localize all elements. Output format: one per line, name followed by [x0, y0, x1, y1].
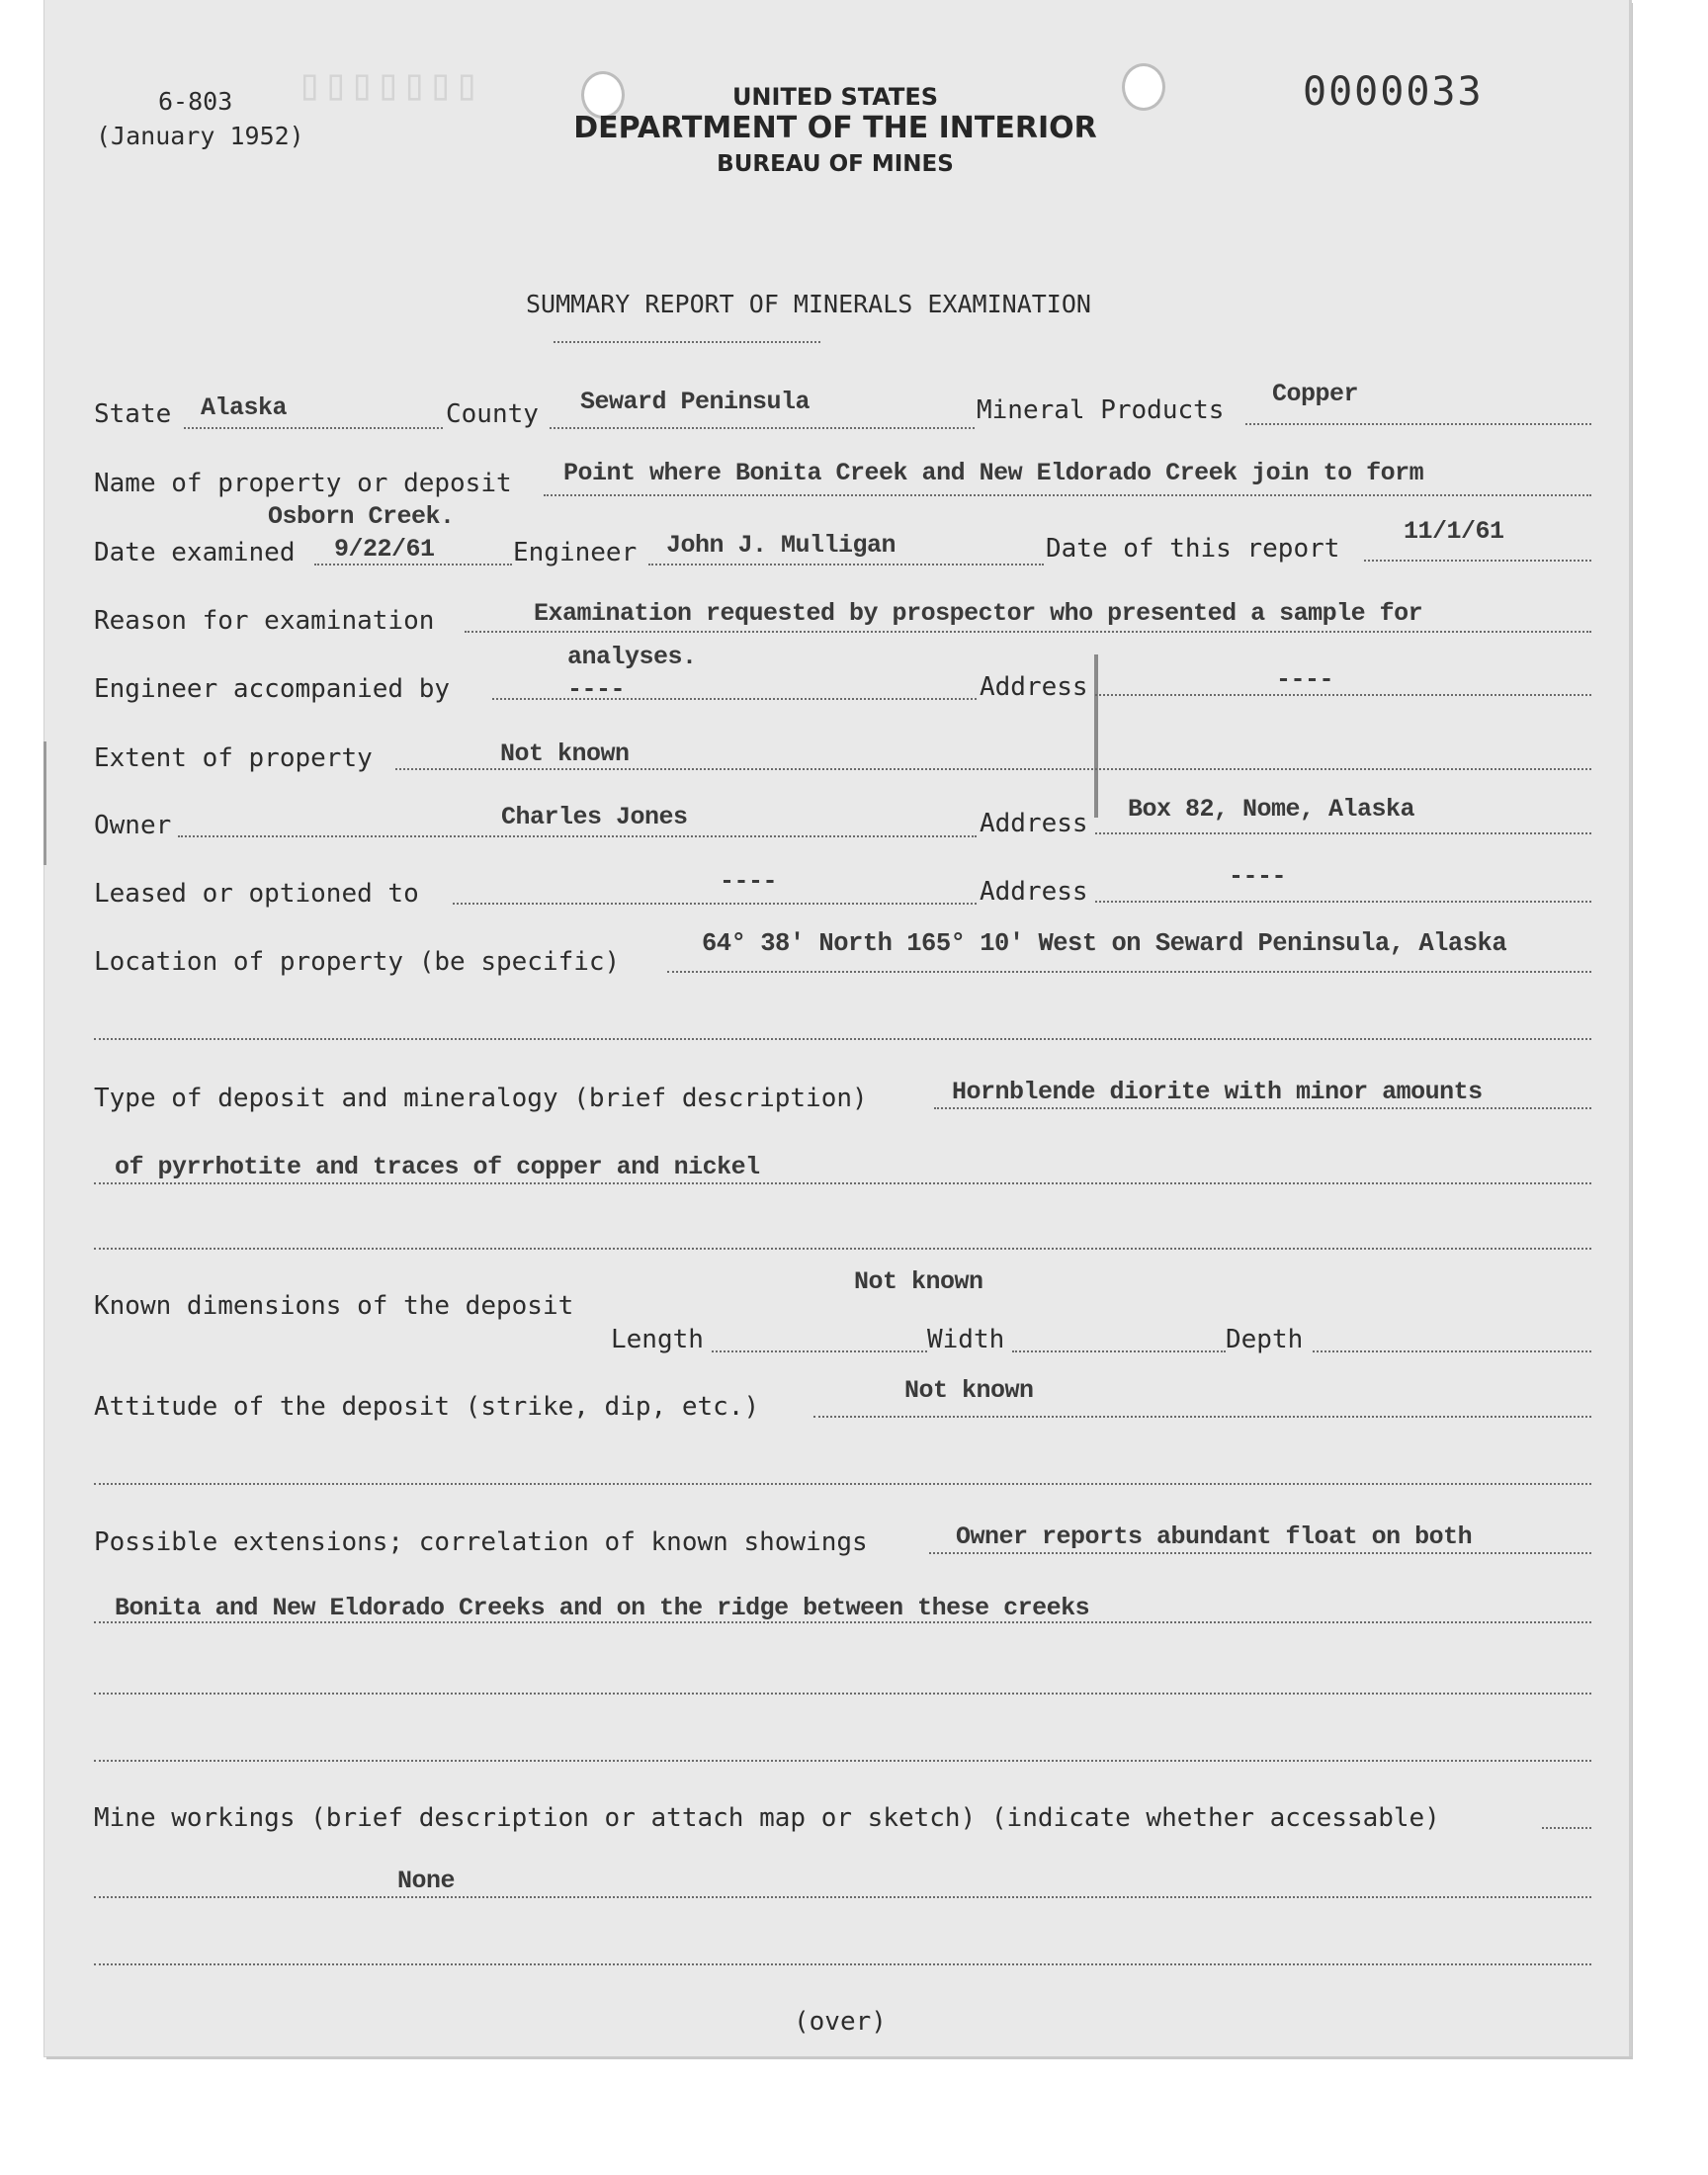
agency-line-3: BUREAU OF MINES [717, 151, 954, 177]
punch-hole-right [1122, 63, 1165, 111]
county-value: Seward Peninsula [580, 388, 811, 416]
length-line [712, 1350, 927, 1352]
label-date-of-report: Date of this report [1046, 534, 1340, 564]
attitude-line [813, 1416, 1591, 1418]
attitude-value: Not known [904, 1376, 1034, 1405]
location-line [667, 971, 1591, 973]
state-value: Alaska [201, 393, 288, 422]
extensions-line-4 [94, 1760, 1591, 1762]
mine-workings-line-0 [1542, 1827, 1591, 1829]
owner-value: Charles Jones [501, 803, 688, 831]
leased-address-line [1095, 901, 1591, 903]
label-engineer: Engineer [513, 538, 638, 567]
typewriter-bar-mark [1094, 654, 1098, 818]
county-line [550, 427, 975, 429]
label-county: County [446, 399, 539, 429]
mine-workings-value: None [397, 1867, 456, 1895]
label-mineral-products: Mineral Products [977, 395, 1225, 425]
name-of-property-line [544, 494, 1591, 496]
page-title: SUMMARY REPORT OF MINERALS EXAMINATION [526, 290, 1091, 318]
extensions-line-1 [929, 1552, 1591, 1554]
reason-value-2: analyses. [567, 643, 697, 671]
label-reason: Reason for examination [94, 606, 435, 636]
extensions-value-2: Bonita and New Eldorado Creeks and on the ridge between these creeks [115, 1594, 1090, 1622]
accompanied-address-value: ---- [1276, 665, 1334, 694]
leased-address-value: ---- [1229, 862, 1287, 891]
location-line-2 [94, 1038, 1591, 1040]
type-line-2 [94, 1182, 1591, 1184]
width-line [1012, 1350, 1226, 1352]
extent-line [395, 768, 1591, 770]
form-number: 6-803 [158, 87, 233, 116]
leased-line [453, 903, 977, 905]
leased-value: ---- [720, 867, 778, 896]
mineral-products-line [1245, 423, 1591, 425]
form-date: (January 1952) [96, 122, 304, 150]
owner-address-value: Box 82, Nome, Alaska [1128, 795, 1415, 824]
owner-line [178, 835, 977, 837]
document-number: 0000033 [1303, 69, 1484, 115]
name-of-property-value-1: Point where Bonita Creek and New Eldorado Creek join to form [563, 459, 1424, 487]
date-examined-value: 9/22/61 [334, 535, 435, 564]
title-underline [554, 341, 820, 343]
depth-line [1313, 1350, 1591, 1352]
state-line [184, 427, 443, 429]
label-length: Length [611, 1325, 704, 1354]
mineral-products-value: Copper [1272, 380, 1359, 408]
attitude-line-2 [94, 1483, 1591, 1485]
reason-line [465, 631, 1591, 633]
label-name-of-property: Name of property or deposit [94, 469, 512, 498]
owner-address-line [1095, 832, 1591, 834]
extensions-value-1: Owner reports abundant float on both [956, 1522, 1473, 1551]
label-location: Location of property (be specific) [94, 947, 621, 977]
label-attitude: Attitude of the deposit (strike, dip, etc.) [94, 1392, 760, 1422]
label-accompanied-by: Engineer accompanied by [94, 674, 451, 704]
label-leased: Leased or optioned to [94, 879, 419, 909]
type-value-1: Hornblende diorite with minor amounts [952, 1078, 1483, 1106]
sheet-edge [1629, 0, 1632, 2056]
margin-mark [43, 741, 46, 865]
dimensions-value: Not known [854, 1267, 983, 1296]
label-state: State [94, 399, 172, 429]
accompanied-by-value: ---- [567, 675, 626, 704]
date-of-report-line [1364, 560, 1591, 562]
accompanied-by-line [492, 698, 977, 700]
reason-value-1: Examination requested by prospector who presented a sample for [534, 599, 1423, 628]
label-depth: Depth [1226, 1325, 1304, 1354]
label-date-examined: Date examined [94, 538, 296, 567]
extensions-line-3 [94, 1693, 1591, 1695]
label-leased-address: Address [980, 877, 1088, 907]
label-known-dimensions: Known dimensions of the deposit [94, 1291, 574, 1321]
type-value-2: of pyrrhotite and traces of copper and nickel [115, 1153, 760, 1181]
type-line-1 [934, 1107, 1591, 1109]
type-line-3 [94, 1248, 1591, 1250]
engineer-value: John J. Mulligan [666, 531, 897, 560]
agency-line-1: UNITED STATES [731, 83, 939, 111]
faint-stamp-top: ▯▯▯▯▯▯▯ [297, 59, 480, 110]
date-examined-line [314, 564, 512, 566]
label-width: Width [927, 1325, 1005, 1354]
label-owner-address: Address [980, 809, 1088, 838]
label-mine-workings: Mine workings (brief description or attach map or sketch) (indicate whether accessable) [94, 1803, 1440, 1833]
label-extensions: Possible extensions; correlation of known showings [94, 1527, 868, 1557]
label-type-of-deposit: Type of deposit and mineralogy (brief description) [94, 1084, 868, 1113]
extent-value: Not known [500, 740, 630, 768]
mine-workings-line-2 [94, 1963, 1591, 1965]
over-note: (over) [794, 2007, 887, 2037]
engineer-line [648, 564, 1044, 566]
label-accompanied-address: Address [980, 672, 1088, 702]
agency-line-2: DEPARTMENT OF THE INTERIOR [573, 111, 1097, 145]
accompanied-address-line [1095, 694, 1591, 696]
label-extent: Extent of property [94, 743, 373, 773]
date-of-report-value: 11/1/61 [1404, 517, 1504, 546]
name-of-property-value-2: Osborn Creek. [268, 502, 455, 531]
label-owner: Owner [94, 811, 172, 840]
location-value: 64° 38' North 165° 10' West on Seward Peninsula, Alaska [702, 929, 1507, 958]
mine-workings-line-1 [94, 1896, 1591, 1898]
